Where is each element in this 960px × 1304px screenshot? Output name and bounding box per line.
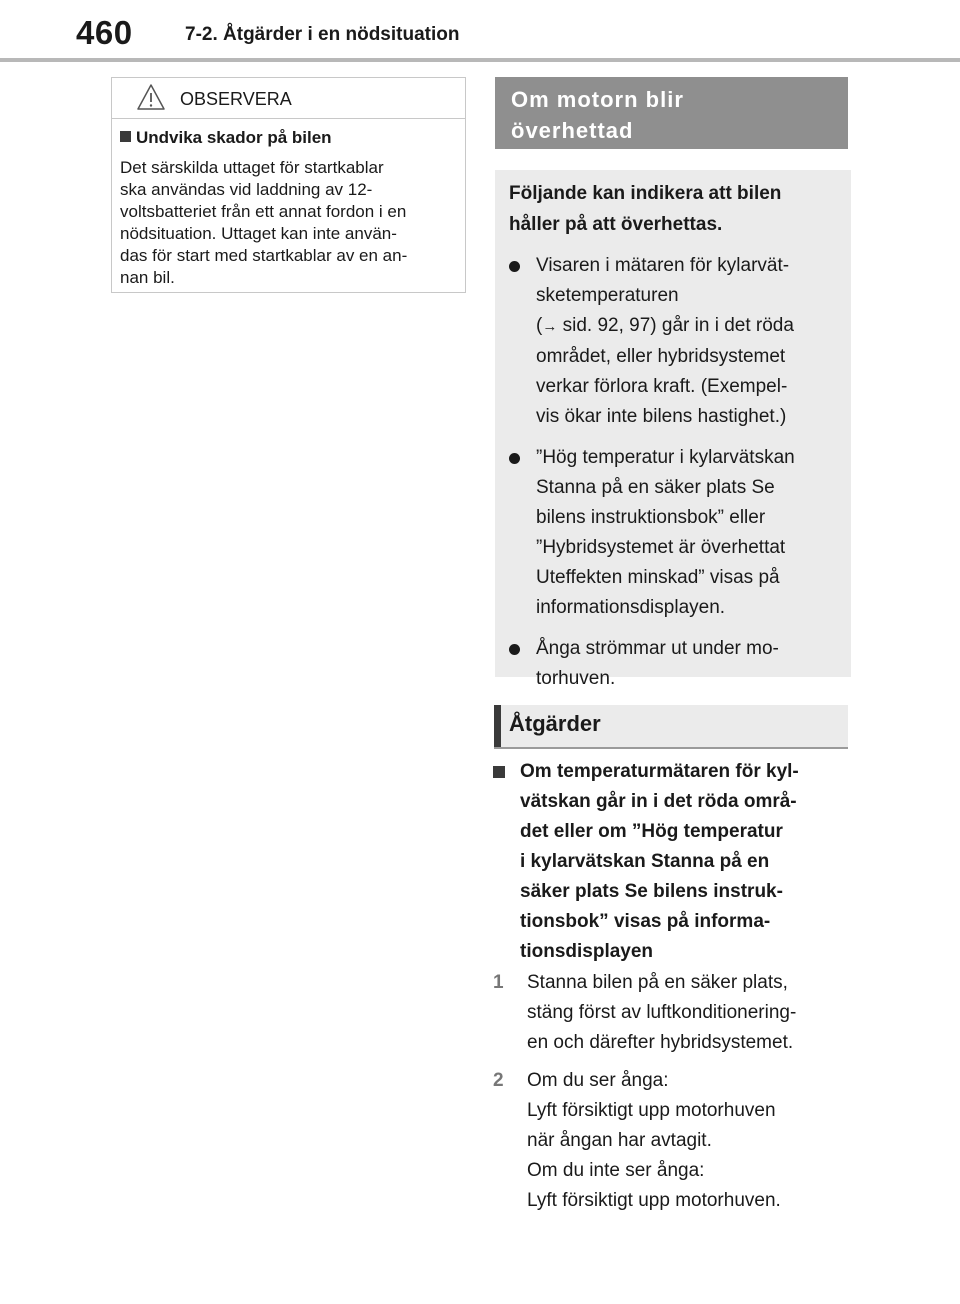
bullet-dot-icon — [509, 644, 520, 655]
symptom-intro: Följande kan indikera att bilen håller på att överhettas. — [509, 183, 782, 235]
step-number: 1 — [493, 972, 504, 993]
caution-header — [112, 78, 465, 119]
bullet-dot-icon — [509, 261, 520, 272]
overheat-heading-block — [495, 77, 848, 149]
caution-box — [111, 77, 466, 293]
symptom-item: ”Hög temperatur i kylarvätskan Stanna på en säker plats Se bilens instruktionsbok” eller ”Hybridsystemet är överhettat Uteffekten minskad” visas på informationsdisplayen. — [509, 443, 837, 623]
caution-line: voltsbatteriet från ett annat fordon i en — [120, 202, 407, 221]
step-number: 2 — [493, 1070, 504, 1091]
bullet-dot-icon — [509, 453, 520, 464]
page-number: 460 — [76, 14, 133, 51]
actions-heading-block — [494, 705, 848, 749]
actions-heading: Åtgärder — [509, 711, 601, 736]
symptom-box — [495, 170, 851, 689]
warning-triangle-icon — [136, 83, 166, 111]
page-header — [0, 0, 960, 62]
page-reference: sid. 92, 97) går in i det röda — [557, 315, 794, 336]
caution-line: nödsituation. Uttaget kan inte använ- — [120, 224, 397, 243]
arrow-right-icon: → — [542, 318, 558, 335]
caution-text — [120, 157, 457, 289]
action-condition: Om temperaturmätaren för kyl- vätskan går in i det röda områ- det eller om ”Hög temperatur i kylarvätskan Stanna på en säker plats Se bilens instruk- tionsbok” visas på informa- tionsdisplayen — [493, 757, 853, 967]
symptom-item: Ånga strömmar ut under mo- torhuven. — [509, 634, 837, 694]
caution-line: das för start med startkablar av en an- — [120, 246, 408, 265]
header-divider — [0, 58, 960, 62]
square-bullet-icon — [120, 131, 131, 142]
section-title: 7-2. Åtgärder i en nödsituation — [185, 24, 460, 45]
square-bullet-icon — [493, 766, 505, 778]
heading-accent-bar — [494, 705, 501, 747]
caution-subheading: Undvika skador på bilen — [120, 128, 457, 148]
caution-label: OBSERVERA — [180, 89, 292, 109]
caution-line: ska användas vid laddning av 12- — [120, 180, 373, 199]
caution-body — [112, 119, 465, 289]
overheat-heading: Om motorn blir överhettad — [511, 87, 684, 143]
symptom-item: Visaren i mätaren för kylarvät- sketemperaturen (→ sid. 92, 97) går in i det röda området, eller hybridsystemet verkar förlora kraft. (Exempel- vis ökar inte bilens hastighet.) — [509, 251, 837, 432]
step-2: 2 Om du ser ånga: Lyft försiktigt upp motorhuven när ångan har avtagit. Om du inte ser ånga: Lyft försiktigt upp motorhuven. — [493, 1066, 853, 1216]
caution-line: nan bil. — [120, 268, 175, 287]
caution-line: Det särskilda uttaget för startkablar — [120, 158, 384, 177]
step-1: 1 Stanna bilen på en säker plats, stäng först av luftkonditionering- en och därefter hybridsystemet. — [493, 968, 853, 1058]
